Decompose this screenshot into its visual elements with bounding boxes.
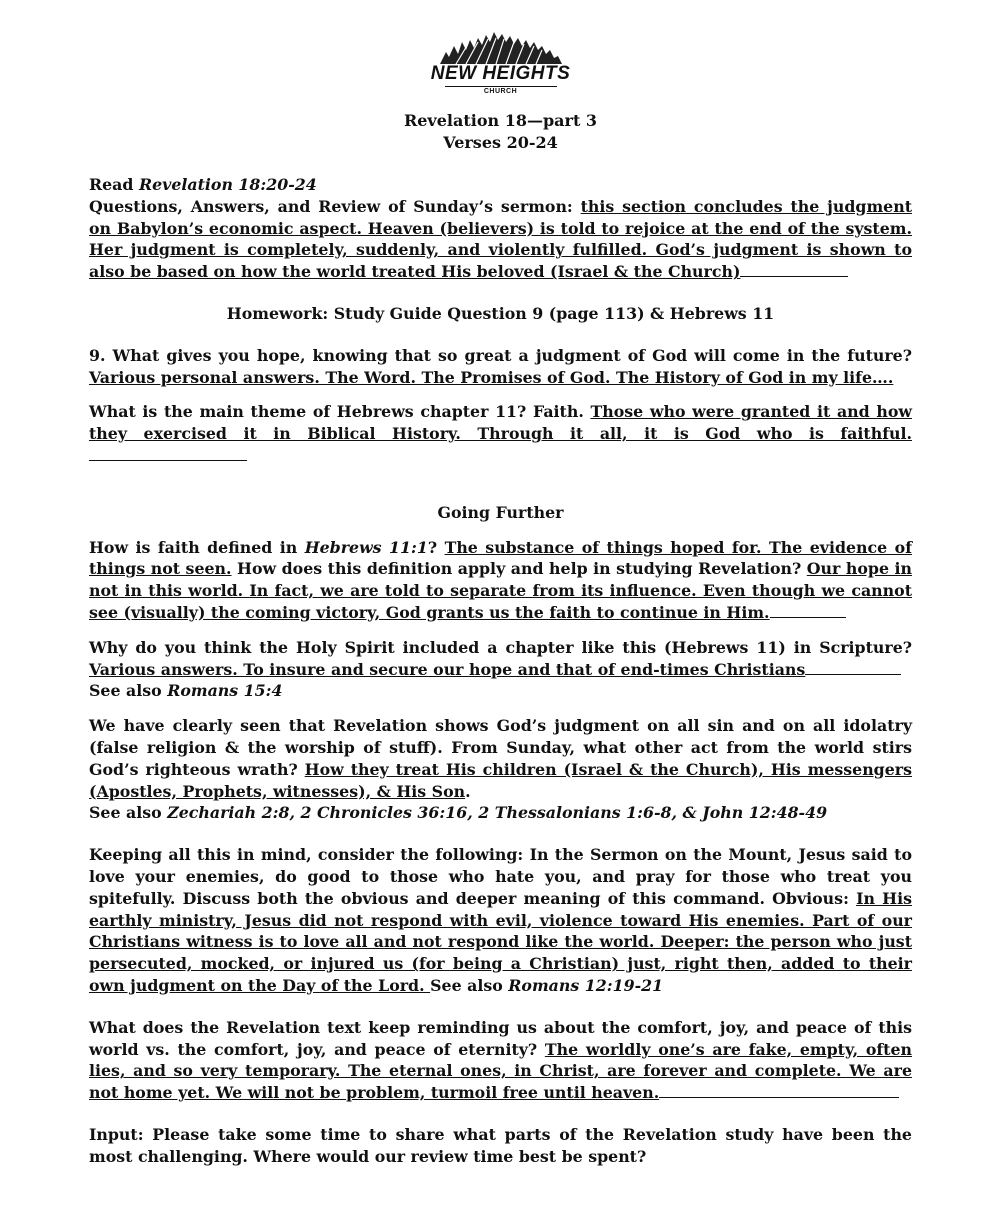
question-comfort-text: What does the Revelation text keep reminding us about the comfort, joy, and peace of this world vs. the comfort, joy, and peace of eternity?	[89, 1017, 912, 1059]
see-also-reference: Romans 15:4	[167, 681, 283, 701]
question-wrath-answer-end: .	[465, 781, 471, 801]
answer-fill-line	[740, 275, 848, 277]
question-comfort	[89, 1017, 912, 1104]
see-also-reference: Zechariah 2:8, 2 Chronicles 36:16, 2 Thessalonians 1:6-8, & John 12:48-49	[167, 803, 828, 823]
read-reference: Revelation 18:20-24	[138, 175, 317, 194]
see-also-label: See also	[430, 975, 509, 995]
intro-read	[89, 174, 912, 196]
review-label: Questions, Answers, and Review of Sunday’s sermon:	[89, 196, 581, 216]
see-also-label: See also	[89, 803, 168, 823]
question-sermon	[89, 844, 912, 997]
question-9-answer: Various personal answers. The Word. The Promises of God. The History of God in my life….	[89, 367, 894, 387]
question-spirit-answer: Various answers. To insure and secure our hope and that of end-times Christians	[89, 659, 806, 679]
question-faith-q2: How does this definition apply and help in studying Revelation?	[231, 559, 807, 579]
intro-review	[89, 196, 912, 283]
question-wrath-answer: How they treat His children (Israel & the Church), His messengers (Apostles, Prophets, witnesses), & His Son	[89, 759, 912, 801]
going-further-heading: Going Further	[437, 502, 564, 522]
question-wrath	[89, 715, 912, 802]
title-line-2: Verses 20-24	[443, 133, 558, 152]
church-logo	[431, 30, 571, 96]
question-faith-ref: Hebrews 11:1	[304, 537, 428, 557]
see-also-reference: Romans 12:19-21	[508, 975, 664, 995]
see-also-label: See also	[89, 681, 168, 701]
answer-fill-line	[659, 1096, 899, 1098]
mountains-icon	[436, 30, 566, 66]
page-title	[89, 110, 912, 154]
input-prompt: Input: Please take some time to share what parts of the Revelation study have been the most challenging. Where would our review time best be spent?	[89, 1124, 912, 1166]
question-faith-answer-2: Our hope in not in this world. In fact, we are told to separate from its influence. Even though we cannot see (visually) the coming victory, God grants us the faith to continue in Him.	[89, 559, 912, 622]
logo-name: NEW HEIGHTS	[430, 63, 571, 84]
question-sermon-answer: In His earthly ministry, Jesus did not respond with evil, violence toward His enemies. Part of our Christians witness is to love all and not respond like the world. Deeper: the person who just persecuted, mocked, or injured us (for being a Christian) just, right then, added to their own judgment on the Day of the Lord.	[89, 888, 912, 995]
question-spirit-see-also	[89, 680, 912, 702]
question-sermon-text: Keeping all this in mind, consider the following: In the Sermon on the Mount, Jesus said to love your enemies, do good to those who hate you, and pray for those who treat you spitefully. Discuss both the obvious and deeper meaning of this command. Obvious:	[89, 845, 912, 908]
question-faith-post: ?	[427, 537, 445, 557]
question-wrath-text: We have clearly seen that Revelation shows God’s judgment on all sin and on all idolatry (false religion & the worship of stuff). From Sunday, what other act from the world stirs God’s righteous wrath?	[89, 716, 912, 779]
question-spirit	[89, 637, 912, 681]
question-faith-answer-1: The substance of things hoped for. The evidence of things not seen.	[89, 537, 912, 579]
question-comfort-answer: The worldly one’s are fake, empty, often lies, and so very temporary. The eternal ones, in Christ, are forever and complete. We are not home yet. We will not be problem, turmoil free until heaven.	[89, 1039, 912, 1103]
title-line-1: Revelation 18—part 3	[403, 111, 598, 130]
question-wrath-see-also	[89, 802, 912, 824]
question-9	[89, 345, 912, 389]
question-9-text: 9. What gives you hope, knowing that so great a judgment of God will come in the future?	[89, 345, 912, 365]
question-faith-pre: How is faith defined in	[89, 537, 305, 557]
answer-fill-line	[770, 616, 846, 618]
question-spirit-text: Why do you think the Holy Spirit included a chapter like this (Hebrews 11) in Scripture?	[89, 637, 912, 657]
worksheet-page	[89, 30, 912, 1167]
question-faith	[89, 537, 912, 624]
question-theme	[89, 401, 912, 466]
question-theme-answer: Those who were granted it and how they exercised it in Biblical History. Through it all, it is God who is faithful.	[89, 402, 912, 444]
read-label: Read	[89, 175, 139, 194]
answer-fill-line	[89, 459, 247, 461]
homework-heading: Homework: Study Guide Question 9 (page 113) & Hebrews 11	[226, 303, 775, 323]
logo-subtitle: CHURCH	[445, 86, 557, 96]
review-answer: this section concludes the judgment on Babylon’s economic aspect. Heaven (believers) is told to rejoice at the end of the system. Her judgment is completely, suddenly, and violently fulfilled. God’s judgment is shown to also be based on how the world treated His beloved (Israel & the Church)	[89, 196, 912, 282]
question-theme-text: What is the main theme of Hebrews chapter 11? Faith.	[89, 402, 591, 422]
answer-fill-line	[805, 673, 901, 675]
